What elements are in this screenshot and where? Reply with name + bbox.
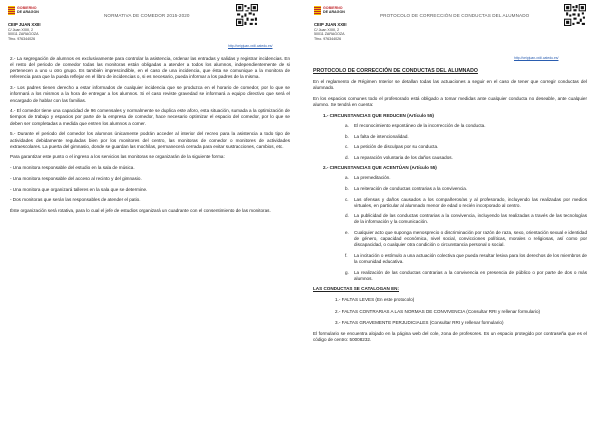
gobierno-aragon-logo bbox=[8, 5, 40, 21]
list-item: b. La reiteración de conductas contrarias a la convivencia. bbox=[345, 186, 468, 192]
paragraph: 2.- La segregación de alumnos es exclusivamente para controlar la asistencia, ordenar las entradas y salidas y registrar incidencias. En el resto del periodo de comedor todas las monitoras están obligadas a atender a todos los alumnos, independientemente de si pertenecen a uno u otro grupo. Es también imprescindible, en el caso de una incidencia, que ésta se comunique a la monitora de referencia para que la pueda reflejar en el libro de incidencias o, si es necesario, pueda informar a los padres de la misma. bbox=[10, 56, 290, 80]
school-website-link[interactable]: http://ceipjuan-xxiii.catedu.es/ bbox=[228, 44, 273, 48]
list-item: a. La premeditación. bbox=[345, 175, 391, 181]
document-body bbox=[10, 56, 290, 219]
logo-line2: DE ARAGON bbox=[17, 10, 39, 14]
list-item: - Una monitora responsable del acceso al recinto y del gimnasio. bbox=[10, 175, 142, 181]
paragraph: 3.- Los padres tienen derecho a estar informados de cualquier incidencia que se produzca en el horario de comedor, por lo que se informará a los mismos a la hora de entregar a los alumnos. Si el caso reviste gravedad se informará a equipo directivo que será el encargado de hablar con las familias. bbox=[10, 85, 290, 103]
protocol-title: PROTOCOLO DE CORRECCIÓN DE CONDUCTAS DEL ALUMNADO bbox=[313, 68, 478, 74]
list-item: - Una monitora responsable del estudio en la sala de música. bbox=[10, 165, 135, 171]
school-city: 50011 ZARAGOZA bbox=[314, 32, 345, 37]
paragraph: En los espacios comunes todo el profesorado está obligado a tomar medidas ante cualquier conducta no deseable, ante cualquier alumno. Se tendrá en cuenta: bbox=[313, 96, 587, 108]
paragraph: 5.- Durante el periodo del comedor los alumnos únicamente podrán acceder al interior del recreo para la asistencia a todo tipo de actividades debidamente reguladas bien por los monitores del centro, las monitoras de comedor o monitores de actividades extraescolares. La puerta del gimnasio, donde se guardan las mochilas, permanecerá cerrada para evitar sustracciones, cambios, etc. bbox=[10, 131, 290, 149]
school-street: C/ Juan XXIII, 2 bbox=[8, 27, 34, 32]
gobierno-aragon-logo bbox=[314, 5, 346, 21]
closing-paragraph: El formulario se encuentra alojado en la página web del cole, zona de profesores. Es un espacio protegido por contraseña que es el código de centro: 50008232. bbox=[313, 330, 587, 343]
paragraph: 4.- El comedor tiene una capacidad de 96 comensales y normalmente se duplica este aforo, esta situación, sumada a la optimización de tiempos de trabajo y espacios por parte de la empresa de comedor, hace necesario optimizar el espacio del comedor, por lo que se deben ser completadas a medida que entren los alumnos a comer. bbox=[10, 108, 290, 126]
paragraph: Para garantizar este punto o el ingreso a los servicios las monitoras se organizarán de la siguiente forma: bbox=[10, 154, 225, 160]
list-item: c. Las ofensas y daños causados a los compañeros/as y al profesorado, incluyendo las realizadas por medios virtuales, en particular al alumnado menor de edad o recién incorporado al centro. bbox=[345, 196, 587, 208]
section-heading-acentuan: 2.- CIRCUNSTANCIAS QUE ACENTÚAN (Artículo 55) bbox=[323, 165, 437, 171]
qr-code-icon bbox=[236, 4, 258, 26]
qr-code-icon bbox=[564, 4, 586, 26]
section-heading-reducen: 1.- CIRCUNSTANCIAS QUE REDUCEN (Artículo 55) bbox=[323, 112, 434, 118]
page-title: NORMATIVA DE COMEDOR 2015-2020 bbox=[104, 13, 190, 18]
category-item: 1.- FALTAS LEVES (En este protocolo) bbox=[335, 297, 415, 303]
list-item: c. La petición de disculpas por su conducta. bbox=[345, 144, 439, 150]
school-address bbox=[8, 23, 41, 41]
school-website-link[interactable]: http://ceipjuan-xxiii.catedu.es/ bbox=[514, 56, 559, 60]
list-item: - Una monitora que organizará talleres en la sala que se determine. bbox=[10, 186, 148, 192]
list-item: a. El reconocimiento espontáneo de la incorrección de la conducta. bbox=[345, 123, 486, 129]
list-item: g. La realización de las conductas contrarias a la convivencia en presencia de público o por parte de dos o más alumnos. bbox=[345, 269, 587, 281]
list-item: d. La reparación voluntaria de los daños causados. bbox=[345, 154, 453, 160]
school-phone: Tfno. 976344026 bbox=[8, 36, 36, 41]
list-item: d. La publicidad de las conductas contrarias a la convivencia, incluyendo las realizadas a través de las tecnologías de la información y la comunicación. bbox=[345, 213, 587, 225]
school-name: CEIP JUAN XXIII bbox=[8, 22, 41, 27]
school-city: 50011 ZARAGOZA bbox=[8, 32, 39, 37]
school-name: CEIP JUAN XXIII bbox=[314, 22, 347, 27]
closing-paragraph: Éste organización será rotativa, para lo cual el jefe de estudios organizará un cuadrante con el consentimiento de las monitoras. bbox=[10, 208, 271, 214]
list-item: e. Cualquier acto que suponga menosprecio o discriminación por razón de raza, sexo, orientación sexual e identidad de género, capacidad económica, nivel social, convicciones políticas, morales o religiosas, así como por discapacidad, o cualquier otra condición o circunstancia personal o social. bbox=[345, 229, 587, 248]
page-title: PROTOCOLO DE CORRECCIÓN DE CONDUCTAS DEL ALUMNADO bbox=[380, 13, 530, 18]
school-address bbox=[314, 23, 347, 41]
logo-line1: GOBIERNO bbox=[17, 6, 37, 10]
document-page-right bbox=[300, 0, 600, 424]
school-phone: Tfno. 976344026 bbox=[314, 36, 342, 41]
list-item: b. La falta de intencionalidad. bbox=[345, 133, 409, 139]
list-item: f. La incitación o estímulo a una actuación colectiva que pueda resultar lesiva para los derechos de los miembros de la comunidad educativa. bbox=[345, 252, 587, 264]
categories-heading: LAS CONDUCTAS SE CATALOGAN EN: bbox=[313, 286, 400, 292]
list-item: - Dos monitoras que serán las responsables de atender el patio. bbox=[10, 197, 141, 203]
logo-line1: GOBIERNO bbox=[323, 6, 343, 10]
logo-line2: DE ARAGON bbox=[323, 10, 345, 14]
paragraph: En el reglamento de Régimen Interior se detallan todas las actuaciones a seguir en el caso de tener que corregir conductas del alumnado. bbox=[313, 79, 587, 91]
category-item: 2.- FALTAS CONTRARIAS A LAS NORMAS DE CONVIVENCIA (Consultar RRI y rellenar formulario) bbox=[335, 308, 541, 314]
school-street: C/ Juan XXIII, 2 bbox=[314, 27, 340, 32]
category-item: 3.- FALTAS GRAVEMENTE PERJUDICIALES (Consultar RRI y rellenar formulario) bbox=[335, 319, 504, 325]
document-body bbox=[313, 68, 587, 348]
